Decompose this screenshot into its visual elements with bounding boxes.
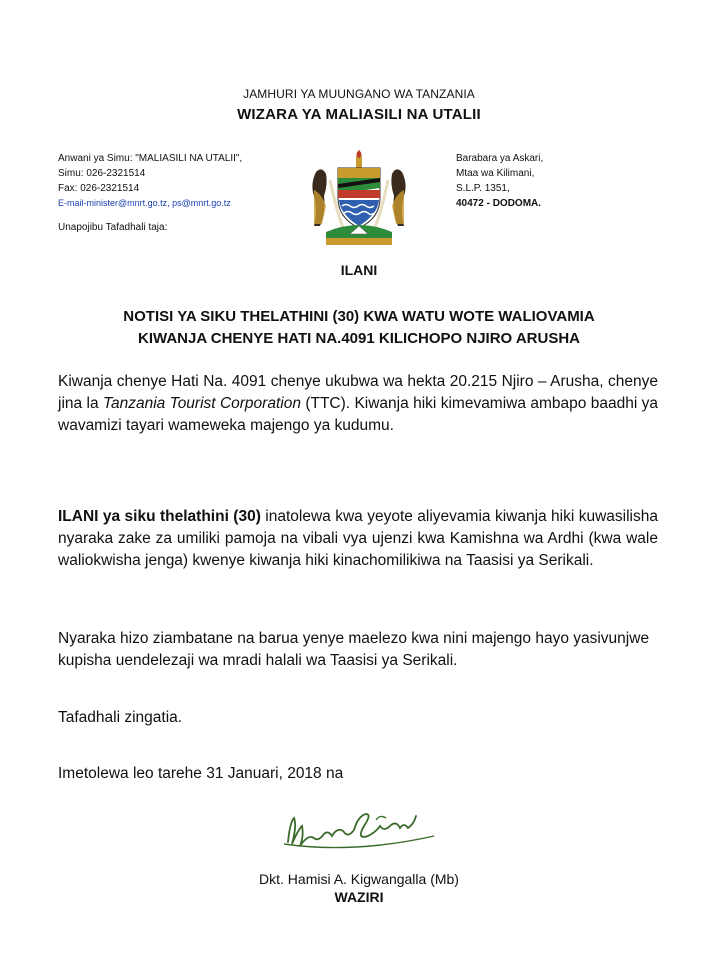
paragraph-1 xyxy=(58,371,658,437)
address-email[interactable]: E-mail-minister@mnrt.go.tz, ps@mnrt.go.tz xyxy=(58,198,231,208)
notice-title-line2: KIWANJA CHENYE HATI NA.4091 KILICHOPO NJIRO ARUSHA xyxy=(137,330,580,347)
reference-line: Unapojibu Tafadhali taja: xyxy=(58,222,168,233)
address-right-line4: 40472 - DODOMA. xyxy=(456,198,542,209)
signer-title: WAZIRI xyxy=(334,889,384,905)
address-right-line3: S.L.P. 1351, xyxy=(456,183,510,194)
address-left xyxy=(58,151,242,211)
address-right-line2: Mtaa wa Kilimani, xyxy=(456,168,535,179)
paragraph-2-rest: inatolewa kwa yeyote aliyevamia kiwanja hiki kuwasilisha nyaraka zake za umiliki pamoja na vibali vya ujenzi kwa Kamishna wa Ardhi (kwa wale waliokwisha jenga) kwenye kiwanja hiki kinachomilikiwa na Taasisi ya Serikali. xyxy=(58,508,658,569)
paragraph-1-before: Kiwanja chenye Hati Na. 4091 chenye ukubwa wa hekta 20.215 Njiro – Arusha, chenye jina la xyxy=(58,373,658,412)
signature xyxy=(276,808,446,860)
issued-line: Imetolewa leo tarehe 31 Januari, 2018 na xyxy=(58,765,344,782)
paragraph-2 xyxy=(58,506,658,572)
notice-label: ILANI xyxy=(340,262,378,278)
header-country: JAMHURI YA MUUNGANO WA TANZANIA xyxy=(243,87,475,101)
address-left-line1: Anwani ya Simu: "MALIASILI NA UTALII", xyxy=(58,153,243,164)
tanzania-coat-of-arms-icon xyxy=(300,150,418,246)
paragraph-2-bold: ILANI ya siku thelathini (30) xyxy=(58,508,261,525)
header-ministry: WIZARA YA MALIASILI NA UTALII xyxy=(237,106,481,123)
paragraph-3: Nyaraka hizo ziambatane na barua yenye maelezo kwa nini majengo hayo yasivunjwe kupisha uendelezaji wa mradi halali wa Taasisi ya Serikali. xyxy=(58,630,650,669)
notice-title-line1: NOTISI YA SIKU THELATHINI (30) KWA WATU WOTE WALIOVAMIA xyxy=(123,308,595,325)
paragraph-1-italic: Tanzania Tourist Corporation xyxy=(102,395,301,412)
address-right xyxy=(456,151,543,211)
notice-title xyxy=(0,306,718,350)
signer-name: Dkt. Hamisi A. Kigwangalla (Mb) xyxy=(259,871,459,887)
paragraph-1-after: (TTC). Kiwanja hiki kimevamiwa ambapo baadhi ya wavamizi tayari wameweka majengo ya kudumu. xyxy=(58,395,659,434)
address-left-line3: Fax: 026-2321514 xyxy=(58,183,140,194)
address-left-line2: Simu: 026-2321514 xyxy=(58,168,146,179)
closing-line: Tafadhali zingatia. xyxy=(58,709,183,726)
address-right-line1: Barabara ya Askari, xyxy=(456,153,544,164)
